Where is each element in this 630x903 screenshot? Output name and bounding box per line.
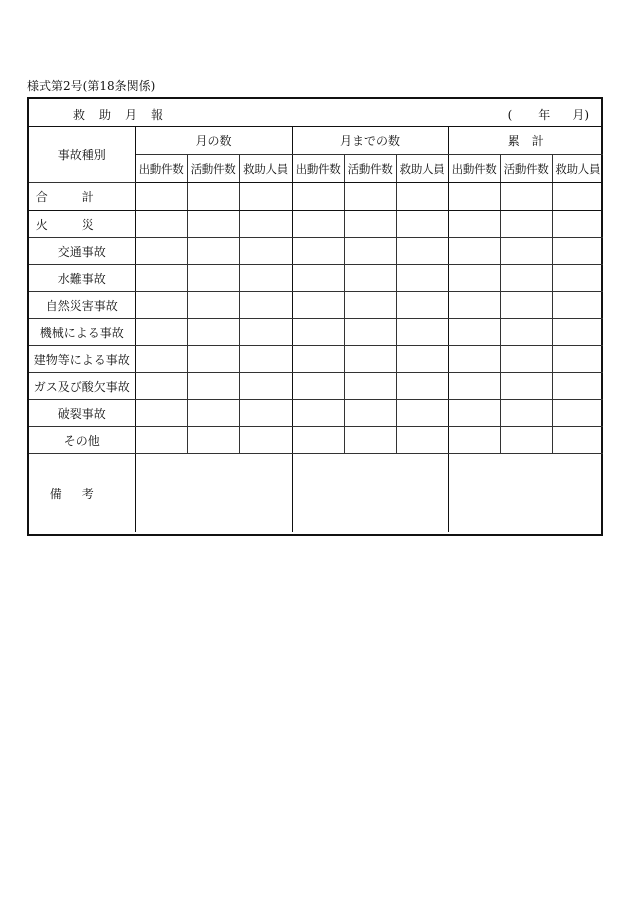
subheader-dispatch-count: 出動件数 bbox=[135, 155, 187, 183]
data-cell[interactable] bbox=[448, 265, 500, 292]
data-cell[interactable] bbox=[239, 373, 292, 400]
data-cell[interactable] bbox=[396, 319, 448, 346]
row-label-gas-oxygen-accident: ガス及び酸欠事故 bbox=[29, 373, 135, 400]
table-row bbox=[29, 265, 603, 292]
data-cell[interactable] bbox=[344, 211, 396, 238]
data-cell[interactable] bbox=[239, 427, 292, 454]
rescue-monthly-report-form bbox=[27, 97, 603, 536]
data-cell[interactable] bbox=[500, 346, 552, 373]
remarks-cell-month[interactable] bbox=[135, 454, 292, 533]
table-row-total bbox=[29, 183, 603, 211]
data-cell[interactable] bbox=[344, 400, 396, 427]
data-cell[interactable] bbox=[448, 400, 500, 427]
data-cell[interactable] bbox=[292, 183, 344, 211]
form-number-label: 様式第2号(第18条関係) bbox=[27, 79, 156, 93]
data-cell[interactable] bbox=[292, 211, 344, 238]
data-cell[interactable] bbox=[396, 427, 448, 454]
data-cell[interactable] bbox=[448, 427, 500, 454]
remarks-cell-cumulative[interactable] bbox=[448, 454, 603, 533]
data-cell[interactable] bbox=[135, 427, 187, 454]
data-cell[interactable] bbox=[552, 183, 603, 211]
data-cell[interactable] bbox=[448, 346, 500, 373]
table-row bbox=[29, 238, 603, 265]
data-cell[interactable] bbox=[500, 183, 552, 211]
data-cell[interactable] bbox=[187, 265, 239, 292]
data-cell[interactable] bbox=[292, 346, 344, 373]
data-cell[interactable] bbox=[552, 400, 603, 427]
data-cell[interactable] bbox=[344, 319, 396, 346]
remarks-cell-to-month[interactable] bbox=[292, 454, 448, 533]
report-title: 救助月報 bbox=[73, 108, 178, 122]
data-cell[interactable] bbox=[344, 373, 396, 400]
table-row bbox=[29, 346, 603, 373]
data-cell[interactable] bbox=[500, 211, 552, 238]
data-cell[interactable] bbox=[552, 238, 603, 265]
data-cell[interactable] bbox=[344, 427, 396, 454]
period-month: 月) bbox=[572, 108, 589, 122]
period-open: ( bbox=[507, 108, 513, 122]
data-cell[interactable] bbox=[292, 265, 344, 292]
data-cell[interactable] bbox=[135, 265, 187, 292]
data-cell[interactable] bbox=[500, 319, 552, 346]
data-cell[interactable] bbox=[187, 400, 239, 427]
table-row bbox=[29, 400, 603, 427]
group-header-cumulative: 累 計 bbox=[448, 127, 603, 155]
data-cell[interactable] bbox=[135, 238, 187, 265]
data-cell[interactable] bbox=[500, 427, 552, 454]
data-cell[interactable] bbox=[344, 238, 396, 265]
row-label-other: その他 bbox=[29, 427, 135, 454]
data-cell[interactable] bbox=[135, 373, 187, 400]
data-cell[interactable] bbox=[448, 211, 500, 238]
data-cell[interactable] bbox=[552, 346, 603, 373]
data-cell[interactable] bbox=[552, 319, 603, 346]
data-cell[interactable] bbox=[187, 183, 239, 211]
data-cell[interactable] bbox=[344, 292, 396, 319]
data-cell[interactable] bbox=[292, 292, 344, 319]
data-cell[interactable] bbox=[239, 211, 292, 238]
data-cell[interactable] bbox=[500, 292, 552, 319]
header-row-groups bbox=[29, 127, 603, 155]
data-cell[interactable] bbox=[396, 346, 448, 373]
group-header-to-month: 月までの数 bbox=[292, 127, 448, 155]
data-cell[interactable] bbox=[396, 183, 448, 211]
data-cell[interactable] bbox=[396, 292, 448, 319]
group-header-month: 月の数 bbox=[135, 127, 292, 155]
data-cell[interactable] bbox=[135, 183, 187, 211]
data-cell[interactable] bbox=[500, 238, 552, 265]
data-cell[interactable] bbox=[396, 373, 448, 400]
accident-type-header: 事故種別 bbox=[29, 127, 135, 183]
subheader-rescued-persons: 救助人員 bbox=[239, 155, 292, 183]
data-cell[interactable] bbox=[344, 265, 396, 292]
subheader-activity-count: 活動件数 bbox=[344, 155, 396, 183]
data-cell[interactable] bbox=[292, 373, 344, 400]
data-cell[interactable] bbox=[344, 346, 396, 373]
data-cell[interactable] bbox=[239, 238, 292, 265]
data-cell[interactable] bbox=[448, 183, 500, 211]
data-cell[interactable] bbox=[396, 400, 448, 427]
data-cell[interactable] bbox=[135, 319, 187, 346]
data-cell[interactable] bbox=[396, 211, 448, 238]
data-cell[interactable] bbox=[448, 319, 500, 346]
data-cell[interactable] bbox=[239, 346, 292, 373]
row-label-water-accident: 水難事故 bbox=[29, 265, 135, 292]
period-year: 年 bbox=[538, 108, 551, 122]
data-cell[interactable] bbox=[552, 265, 603, 292]
remarks-row bbox=[29, 454, 603, 533]
report-table bbox=[29, 127, 603, 532]
data-cell[interactable] bbox=[239, 265, 292, 292]
data-cell[interactable] bbox=[187, 319, 239, 346]
data-cell[interactable] bbox=[135, 292, 187, 319]
table-row bbox=[29, 373, 603, 400]
row-label-machinery-accident: 機械による事故 bbox=[29, 319, 135, 346]
data-cell[interactable] bbox=[292, 400, 344, 427]
data-cell[interactable] bbox=[187, 427, 239, 454]
remarks-label: 備考 bbox=[29, 454, 135, 533]
table-row bbox=[29, 427, 603, 454]
data-cell[interactable] bbox=[292, 319, 344, 346]
row-label-building-accident: 建物等による事故 bbox=[29, 346, 135, 373]
data-cell[interactable] bbox=[239, 400, 292, 427]
data-cell[interactable] bbox=[135, 346, 187, 373]
table-row bbox=[29, 211, 603, 238]
table-row bbox=[29, 292, 603, 319]
data-cell[interactable] bbox=[135, 400, 187, 427]
data-cell[interactable] bbox=[239, 183, 292, 211]
data-cell[interactable] bbox=[239, 292, 292, 319]
data-cell[interactable] bbox=[135, 211, 187, 238]
data-cell[interactable] bbox=[500, 400, 552, 427]
data-cell[interactable] bbox=[396, 265, 448, 292]
row-label-rupture-accident: 破裂事故 bbox=[29, 400, 135, 427]
table-row bbox=[29, 319, 603, 346]
data-cell[interactable] bbox=[448, 373, 500, 400]
subheader-dispatch-count: 出動件数 bbox=[292, 155, 344, 183]
data-cell[interactable] bbox=[344, 183, 396, 211]
data-cell[interactable] bbox=[292, 427, 344, 454]
data-cell[interactable] bbox=[396, 238, 448, 265]
row-label-traffic-accident: 交通事故 bbox=[29, 238, 135, 265]
subheader-dispatch-count: 出動件数 bbox=[448, 155, 500, 183]
report-period bbox=[508, 106, 589, 123]
data-cell[interactable] bbox=[552, 211, 603, 238]
data-cell[interactable] bbox=[500, 373, 552, 400]
title-row bbox=[29, 99, 601, 127]
data-cell[interactable] bbox=[239, 319, 292, 346]
data-cell[interactable] bbox=[500, 265, 552, 292]
data-cell[interactable] bbox=[187, 211, 239, 238]
subheader-activity-count: 活動件数 bbox=[500, 155, 552, 183]
subheader-rescued-persons: 救助人員 bbox=[396, 155, 448, 183]
subheader-activity-count: 活動件数 bbox=[187, 155, 239, 183]
data-cell[interactable] bbox=[448, 292, 500, 319]
row-label-natural-disaster: 自然災害事故 bbox=[29, 292, 135, 319]
data-cell[interactable] bbox=[448, 238, 500, 265]
data-cell[interactable] bbox=[292, 238, 344, 265]
data-cell[interactable] bbox=[552, 292, 603, 319]
row-label-fire: 火災 bbox=[29, 211, 135, 238]
row-label-total: 合計 bbox=[29, 183, 135, 211]
data-cell[interactable] bbox=[552, 427, 603, 454]
data-cell[interactable] bbox=[187, 373, 239, 400]
subheader-rescued-persons: 救助人員 bbox=[552, 155, 603, 183]
data-cell[interactable] bbox=[552, 373, 603, 400]
data-cell[interactable] bbox=[187, 292, 239, 319]
data-cell[interactable] bbox=[187, 238, 239, 265]
data-cell[interactable] bbox=[187, 346, 239, 373]
